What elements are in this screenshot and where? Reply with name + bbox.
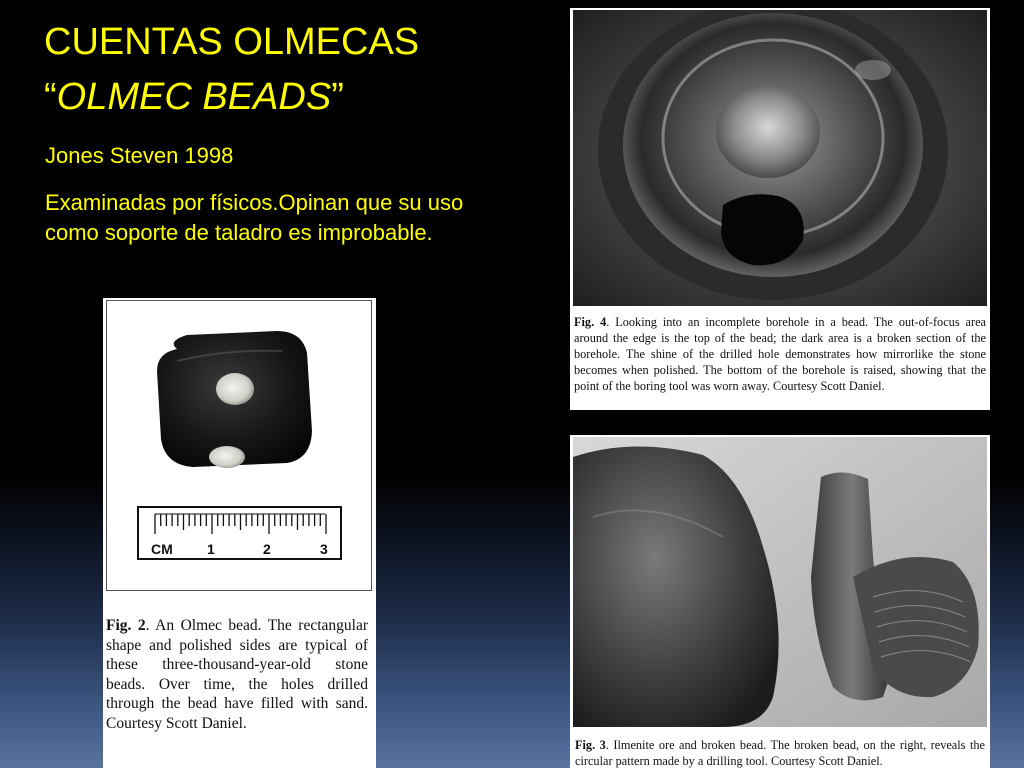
figure-4-caption — [574, 314, 986, 394]
figure-3-caption — [575, 737, 985, 768]
figure-4-label: Fig. 4 — [574, 315, 607, 329]
body-text: Examinadas por físicos.Opinan que su uso como soporte de taladro es improbable. — [45, 190, 464, 245]
centimeter-ruler — [137, 506, 342, 560]
subtitle-close-quote: ” — [331, 76, 344, 118]
figure-4-panel — [570, 8, 990, 410]
figure-3-photo — [573, 437, 987, 727]
figure-3-panel — [570, 435, 990, 768]
author-citation: Jones Steven 1998 — [45, 143, 234, 168]
figure-2-panel — [103, 298, 376, 768]
slide-title: CUENTAS OLMECAS — [44, 21, 420, 63]
subtitle-open-quote: “ — [44, 76, 57, 118]
figure-4-photo — [573, 10, 987, 306]
ruler-mark-3: 3 — [320, 541, 328, 557]
figure-2-caption — [106, 616, 368, 733]
subtitle-italic: OLMEC BEADS — [56, 76, 332, 118]
ilmenite-ore-image — [573, 437, 987, 727]
borehole-image — [573, 10, 987, 306]
figure-2-caption-text: . An Olmec bead. The rectangular shape and polished sides are typical of these three-thousand-year-old stone beads. Over time, the holes drilled through the bead have filled with sand. Courtesy Scott Daniel. — [106, 617, 368, 732]
ruler-mark-1: 1 — [207, 541, 215, 557]
figure-2-label: Fig. 2 — [106, 617, 146, 634]
figure-3-label: Fig. 3 — [575, 738, 606, 752]
ruler-mark-2: 2 — [263, 541, 271, 557]
ruler-unit-label: CM — [151, 541, 173, 557]
slide-subtitle — [44, 75, 344, 119]
figure-4-caption-text: . Looking into an incomplete borehole in a bead. The out-of-focus area around the edge is the top of the bead; the dark area is a broken section of the borehole. The shine of the drilled hole demonstrates how mirrorlike the stone becomes when polished. The bottom of the borehole is raised, showing that the point of the boring tool was worn away. Courtesy Scott Daniel. — [574, 315, 986, 393]
figure-3-caption-text: . Ilmenite ore and broken bead. The broken bead, on the right, reveals the circular pattern made by a drilling tool. Courtesy Scott Daniel. — [575, 738, 985, 768]
figure-2-photo — [106, 300, 372, 591]
